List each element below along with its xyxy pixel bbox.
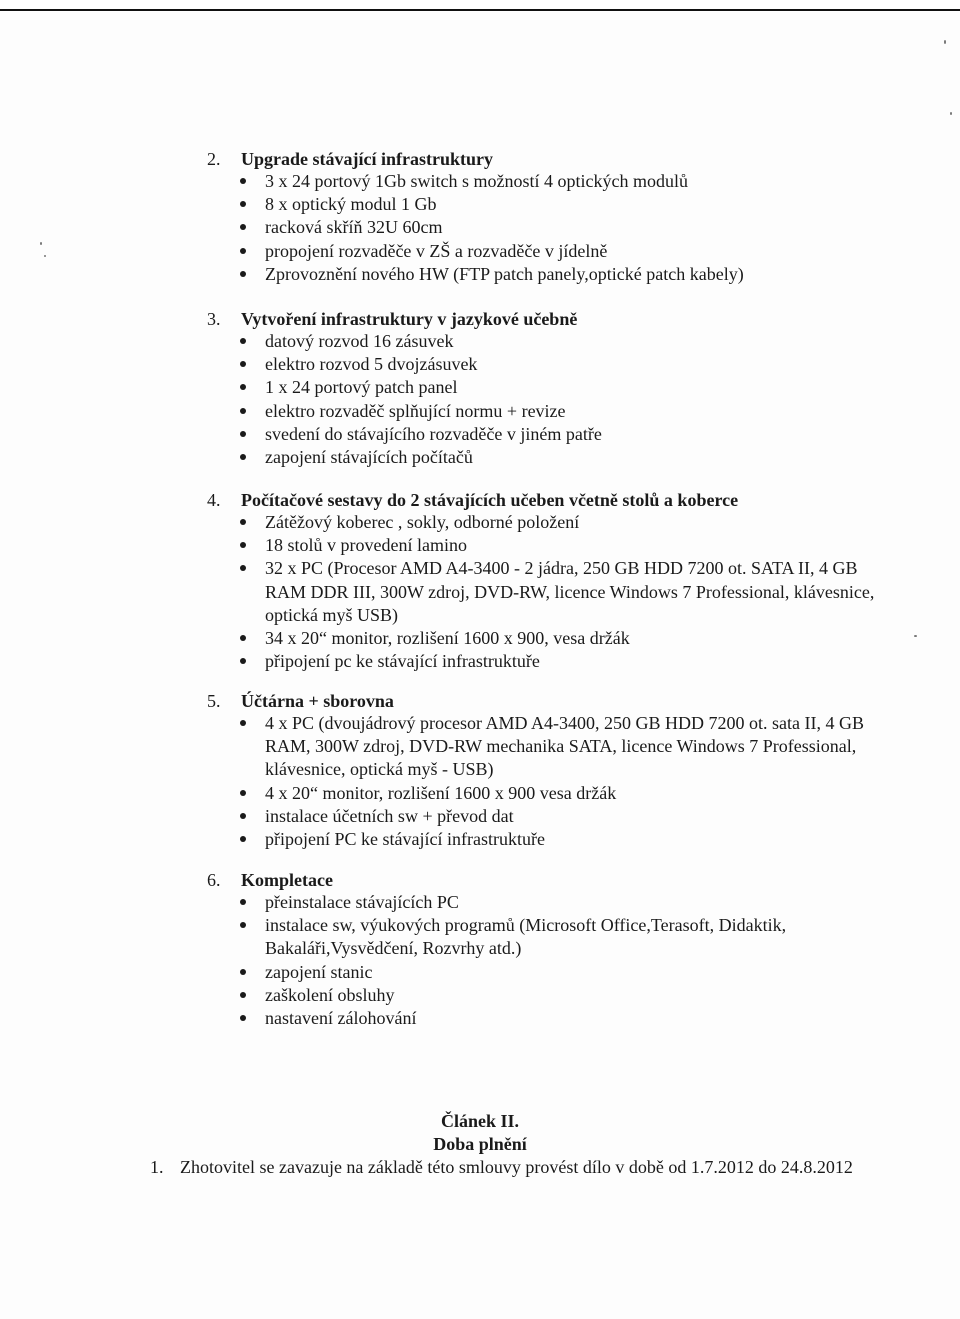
item-list <box>207 330 897 469</box>
scan-speck <box>40 242 42 245</box>
bullet-icon <box>240 271 246 277</box>
list-item: 4 x 20“ monitor, rozlišení 1600 x 900 vesa držák <box>207 782 897 805</box>
list-item: zapojení stávajících počítačů <box>207 446 897 469</box>
list-item: 3 x 24 portový 1Gb switch s možností 4 optických modulů <box>207 170 897 193</box>
section-title: Kompletace <box>241 870 333 890</box>
section-heading <box>207 308 897 330</box>
item-list <box>207 712 897 851</box>
bullet-icon <box>240 361 246 367</box>
bullet-icon <box>240 969 246 975</box>
list-item: 34 x 20“ monitor, rozlišení 1600 x 900, vesa držák <box>207 627 897 650</box>
section-6 <box>207 869 897 1030</box>
bullet-icon <box>240 338 246 344</box>
scan-speck <box>944 40 946 44</box>
list-item: nastavení zálohování <box>207 1007 897 1030</box>
bullet-icon <box>240 658 246 664</box>
section-title: Upgrade stávající infrastruktury <box>241 149 493 169</box>
item-list <box>207 511 897 673</box>
list-item: datový rozvod 16 zásuvek <box>207 330 897 353</box>
section-title: Účtárna + sborovna <box>241 691 394 711</box>
item-list <box>207 891 897 1030</box>
list-item: elektro rozvaděč splňující normu + revize <box>207 400 897 423</box>
section-number: 5. <box>207 691 221 711</box>
section-number: 6. <box>207 870 221 890</box>
list-item: instalace účetních sw + převod dat <box>207 805 897 828</box>
section-3 <box>207 308 897 469</box>
bullet-icon <box>240 720 246 726</box>
section-heading <box>207 148 897 170</box>
list-item: elektro rozvod 5 dvojzásuvek <box>207 353 897 376</box>
section-heading <box>207 489 897 511</box>
bullet-icon <box>240 899 246 905</box>
item-list <box>207 170 897 286</box>
list-item: Zátěžový koberec , sokly, odborné položení <box>207 511 897 534</box>
section-4 <box>207 489 897 673</box>
list-item: 32 x PC (Procesor AMD A4-3400 - 2 jádra, 250 GB HDD 7200 ot. SATA II, 4 GB RAM DDR III, 300W zdroj, DVD-RW, licence Windows 7 Professional, klávesnice, optická myš USB) <box>207 557 897 627</box>
section-title: Vytvoření infrastruktury v jazykové učebně <box>241 309 578 329</box>
list-item: 4 x PC (dvoujádrový procesor AMD A4-3400, 250 GB HDD 7200 ot. sata II, 4 GB RAM, 300W zdroj, DVD-RW mechanika SATA, licence Windows 7 Professional, klávesnice, optická myš - USB) <box>207 712 897 782</box>
scan-speck <box>44 255 46 257</box>
scan-speck <box>950 112 952 115</box>
section-2 <box>207 148 897 286</box>
bullet-icon <box>240 201 246 207</box>
bullet-icon <box>240 248 246 254</box>
bullet-icon <box>240 635 246 641</box>
list-item: propojení rozvaděče v ZŠ a rozvaděče v jídelně <box>207 240 897 263</box>
list-item: zaškolení obsluhy <box>207 984 897 1007</box>
bullet-icon <box>240 519 246 525</box>
scan-border-line <box>0 9 960 11</box>
list-item: připojení pc ke stávající infrastruktuře <box>207 650 897 673</box>
list-item: Zprovoznění nového HW (FTP patch panely,optické patch kabely) <box>207 263 897 286</box>
section-number: 2. <box>207 149 221 169</box>
scan-speck <box>914 635 917 637</box>
bullet-icon <box>240 992 246 998</box>
section-number: 4. <box>207 490 221 510</box>
bullet-icon <box>240 790 246 796</box>
bullet-icon <box>240 565 246 571</box>
bullet-icon <box>240 408 246 414</box>
bullet-icon <box>240 813 246 819</box>
bullet-icon <box>240 454 246 460</box>
list-item: instalace sw, výukových programů (Microsoft Office,Terasoft, Didaktik, Bakaláři,Vysvědčení, Rozvrhy atd.) <box>207 914 897 960</box>
list-item: 18 stolů v provedení lamino <box>207 534 897 557</box>
bullet-icon <box>240 922 246 928</box>
article-subheading: Doba plnění <box>433 1134 527 1154</box>
article-paragraph <box>150 1156 860 1179</box>
section-title: Počítačové sestavy do 2 stávajících učeben včetně stolů a koberce <box>241 490 739 510</box>
section-5 <box>207 690 897 851</box>
section-heading <box>207 690 897 712</box>
bullet-icon <box>240 836 246 842</box>
bullet-icon <box>240 431 246 437</box>
paragraph-number: 1. <box>150 1157 164 1177</box>
bullet-icon <box>240 384 246 390</box>
list-item: 8 x optický modul 1 Gb <box>207 193 897 216</box>
list-item: připojení PC ke stávající infrastruktuře <box>207 828 897 851</box>
list-item: racková skříň 32U 60cm <box>207 216 897 239</box>
list-item: zapojení stanic <box>207 961 897 984</box>
article-heading: Článek II. <box>440 1111 520 1131</box>
list-item: 1 x 24 portový patch panel <box>207 376 897 399</box>
bullet-icon <box>240 542 246 548</box>
list-item: přeinstalace stávajících PC <box>207 891 897 914</box>
bullet-icon <box>240 1015 246 1021</box>
list-item: svedení do stávajícího rozvaděče v jiném patře <box>207 423 897 446</box>
section-heading <box>207 869 897 891</box>
bullet-icon <box>240 178 246 184</box>
bullet-icon <box>240 224 246 230</box>
paragraph-text: Zhotovitel se zavazuje na základě této smlouvy provést dílo v době od 1.7.2012 do 24.8.2012 <box>180 1157 853 1177</box>
section-number: 3. <box>207 309 221 329</box>
